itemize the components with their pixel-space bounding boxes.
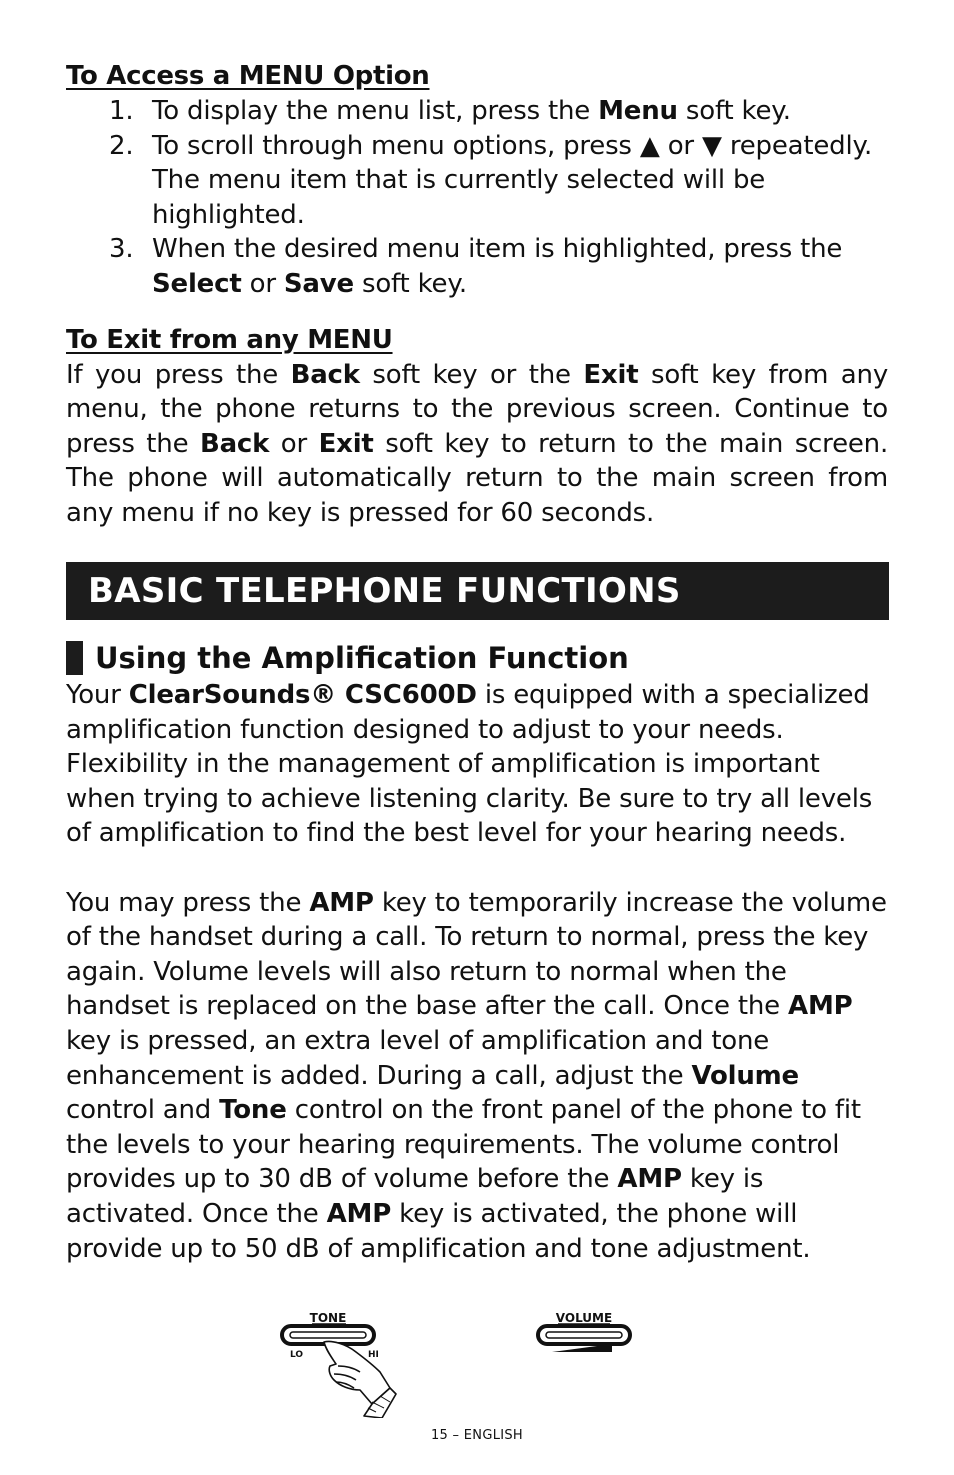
step-number: 2. — [109, 130, 134, 161]
pointing-hand-icon — [324, 1341, 396, 1418]
amp-key-paragraph: You may press the AMP key to temporarily increase the volume of the handset during a call. To return to normal, press the key again. Volume levels will also return to normal when the handset is replaced on the base after the call. Once the AMP key is pressed, an extra level of amplification and tone enhancement is added. During a call, adjust the Volume control and Tone control on the front panel of the phone to fit the levels to your hearing requirements. The volume control provides up to 30 dB of volume before the AMP key is activated. Once the AMP key is activated, the phone will provide up to 50 dB of amplification and tone adjustment. — [66, 887, 887, 1264]
amplification-intro-paragraph: Your ClearSounds® CSC600D is equipped with a specialized amplification function designed to adjust to your needs. Flexibility in the management of amplification is important when trying to achieve listening clarity. Be sure to try all levels of amplification to find the best level for your hearing needs. — [66, 680, 873, 849]
tone-label: TONE — [309, 1311, 347, 1325]
page-footer: 15 – ENGLISH — [430, 1428, 524, 1443]
step-item: 2. To scroll through menu options, press ▲ or ▼ repeatedly. The menu item that is currently selected will be highlighted. — [109, 130, 873, 230]
menu-access-heading: To Access a MENU Option — [66, 61, 430, 91]
amplification-section — [66, 638, 888, 1266]
section-marker-block — [66, 641, 83, 675]
menu-exit-heading: To Exit from any MENU — [66, 324, 393, 355]
volume-label: VOLUME — [555, 1311, 613, 1325]
tone-lo-label: LO — [290, 1350, 304, 1360]
volume-slider-track — [538, 1326, 630, 1344]
step-item: 1. To display the menu list, press the Menu soft key. — [66, 94, 888, 129]
tone-control-illustration — [276, 1306, 406, 1418]
menu-access-steps — [66, 94, 888, 302]
step-number: 1. — [109, 96, 134, 126]
section-title: BASIC TELEPHONE FUNCTIONS — [88, 571, 681, 611]
step-number: 3. — [109, 234, 134, 265]
tone-hi-label: HI — [368, 1350, 379, 1360]
section-banner — [66, 562, 889, 620]
amplification-subheading: Using the Amplification Function — [66, 638, 888, 678]
volume-control-illustration — [532, 1306, 636, 1352]
menu-exit-paragraph: If you press the Back soft key or the Exit soft key from any menu, the phone returns to the previous screen. Continue to press the Back or Exit soft key to return to the main screen. The phone will automatically return to the main screen from any menu if no key is pressed for 60 seconds. — [66, 359, 889, 528]
step-item: 3. When the desired menu item is highlighted, press the Select or Save soft key. — [109, 234, 843, 299]
menu-instructions — [66, 58, 888, 531]
